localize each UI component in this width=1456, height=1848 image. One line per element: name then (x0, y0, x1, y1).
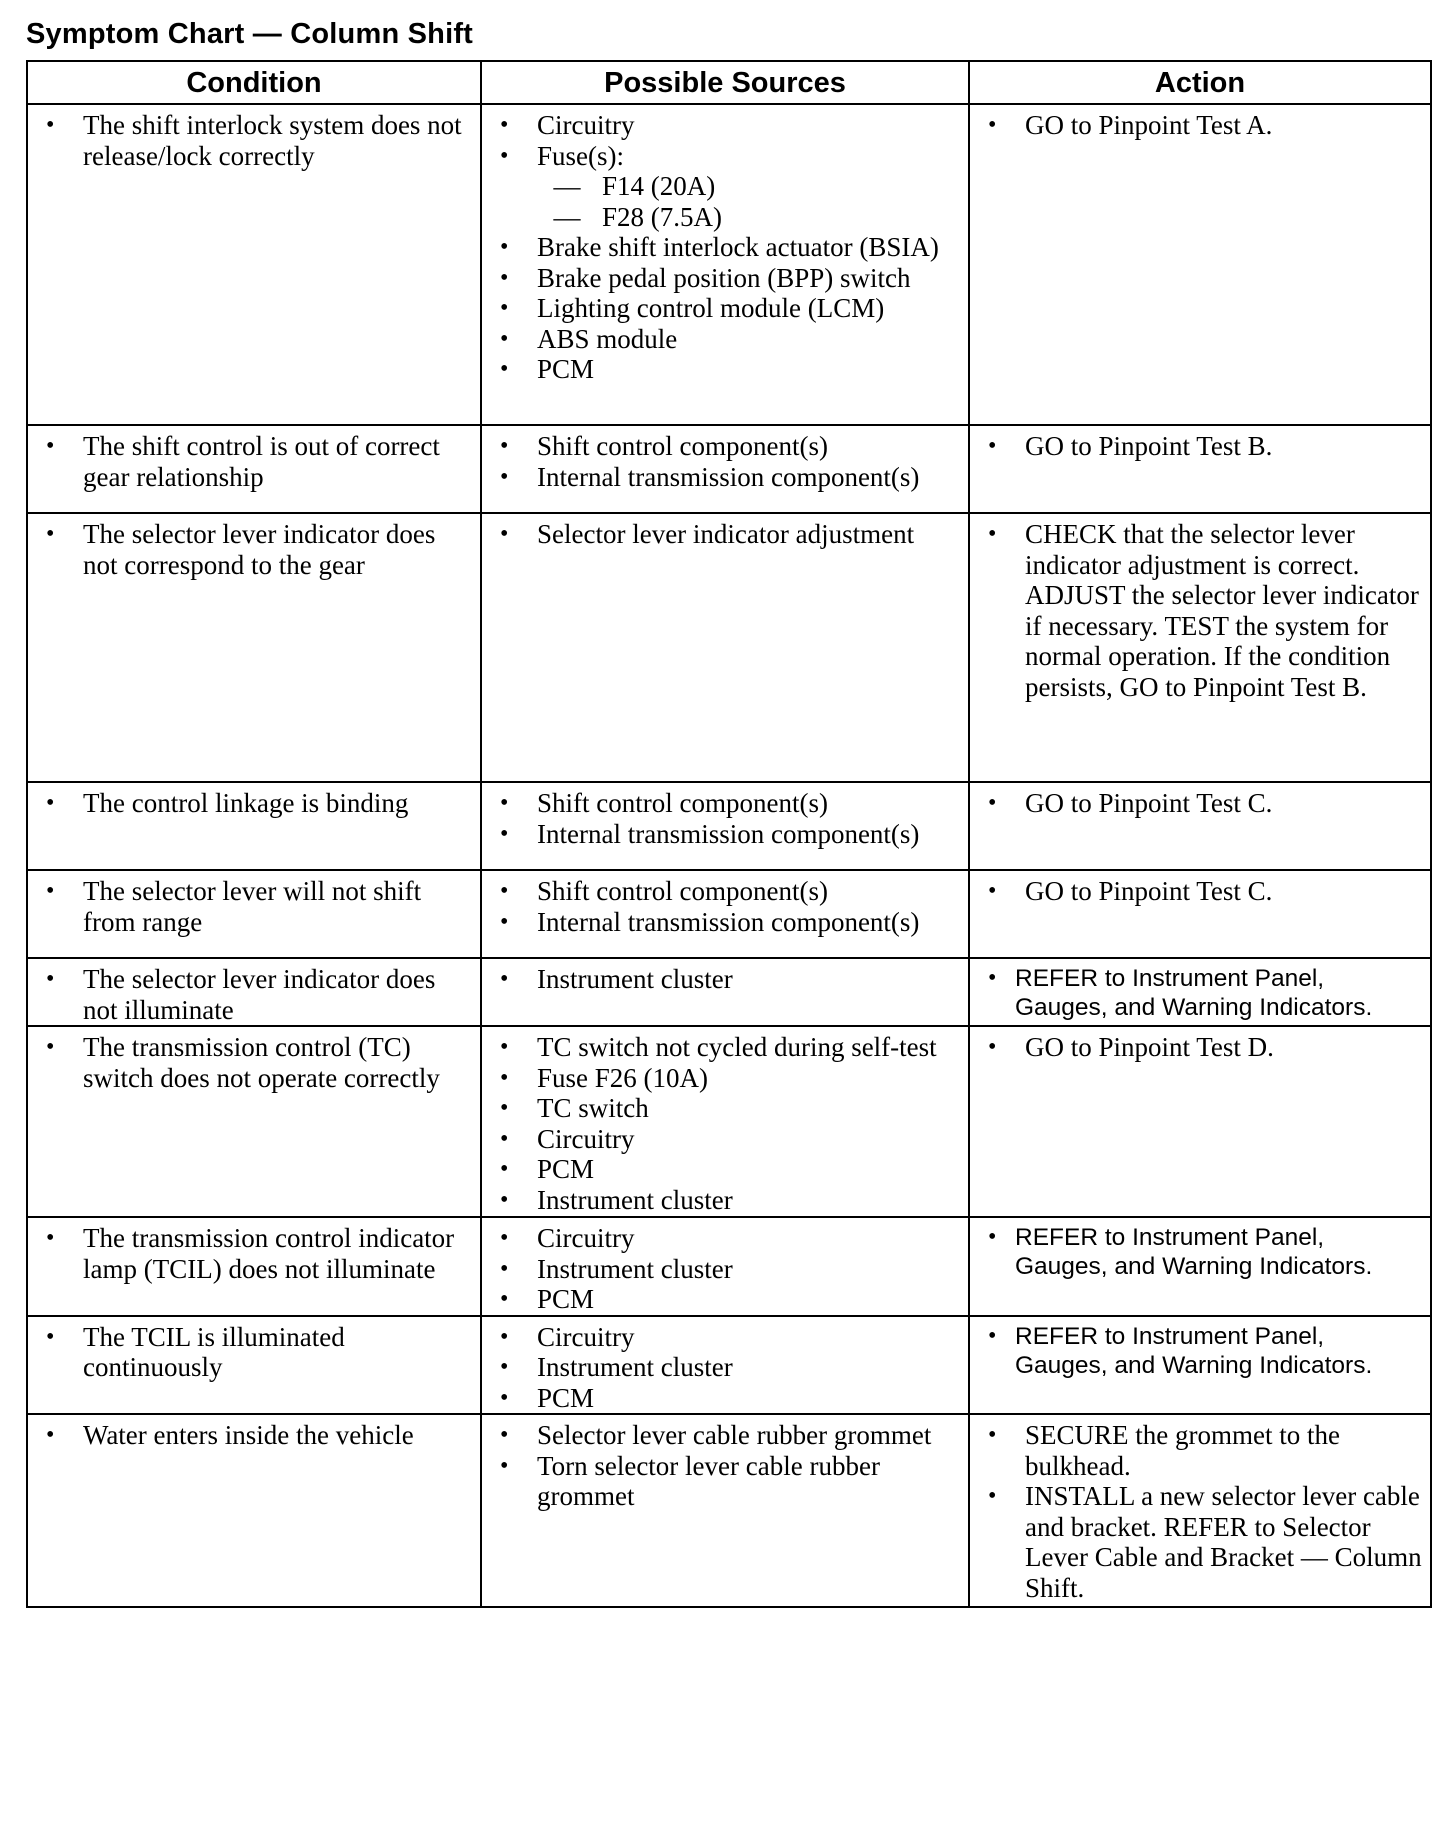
list-item (978, 964, 1422, 1022)
list-item-text: Circuitry (537, 1321, 635, 1352)
header-row (27, 61, 1431, 104)
list-item (490, 1154, 960, 1185)
action-list (978, 431, 1422, 462)
list-item (490, 1352, 960, 1383)
action-list (978, 1223, 1422, 1281)
possible-sources-cell (481, 425, 969, 513)
bullet-icon: • (500, 1286, 509, 1312)
bullet-icon: • (500, 295, 509, 321)
list-item (978, 1032, 1422, 1063)
action-cell (969, 1217, 1431, 1316)
condition-list (36, 876, 472, 937)
condition-list (36, 519, 472, 580)
list-item (490, 1420, 960, 1451)
sub-list-item-text: F14 (20A) (602, 171, 716, 201)
list-item-text: The selector lever indicator does not correspond to the gear (83, 519, 436, 580)
action-list (978, 1032, 1422, 1063)
bullet-icon: • (46, 1034, 55, 1060)
list-item-text: The selector lever indicator does not illuminate (83, 964, 436, 1025)
action-list (978, 1322, 1422, 1380)
list-item-text: Brake shift interlock actuator (BSIA) (537, 232, 939, 262)
list-item (490, 876, 960, 907)
list-item (490, 1322, 960, 1353)
condition-cell (27, 104, 481, 425)
condition-list (36, 1223, 472, 1284)
bullet-icon: • (500, 820, 509, 847)
list-item-text: Internal transmission component(s) (537, 818, 920, 849)
action-cell (969, 425, 1431, 513)
bullet-icon: • (500, 1125, 509, 1152)
bullet-icon: • (500, 1034, 509, 1060)
action-cell (969, 1026, 1431, 1217)
bullet-icon: • (500, 433, 509, 459)
condition-cell (27, 782, 481, 870)
list-item (36, 1420, 472, 1451)
list-item (490, 1124, 960, 1155)
action-list (978, 1420, 1422, 1603)
list-item (490, 232, 960, 263)
sub-list (537, 171, 960, 232)
list-item (490, 324, 960, 355)
possible-sources-cell (481, 958, 969, 1026)
action-cell (969, 782, 1431, 870)
possible-sources-cell (481, 1026, 969, 1217)
list-item-text: The transmission control (TC) switch does not operate correctly (83, 1032, 440, 1093)
bullet-icon: • (988, 1224, 997, 1250)
list-item (978, 1322, 1422, 1380)
table-row (27, 1026, 1431, 1217)
sub-list-item-text: F28 (7.5A) (602, 201, 722, 232)
action-list (978, 788, 1422, 819)
table-row (27, 782, 1431, 870)
condition-cell (27, 1217, 481, 1316)
list-item (490, 1223, 960, 1254)
list-item-text: PCM (537, 354, 595, 384)
bullet-icon: • (500, 1255, 509, 1282)
list-item (36, 1322, 472, 1383)
sources-list (490, 1223, 960, 1315)
list-item-text: TC switch not cycled during self-test (537, 1032, 937, 1062)
bullet-icon: • (988, 521, 997, 547)
action-cell (969, 870, 1431, 958)
list-item-text: Circuitry (537, 110, 635, 140)
sources-list (490, 1032, 960, 1215)
list-item (490, 1284, 960, 1315)
list-item-text: INSTALL a new selector lever cable and bracket. REFER to Selector Lever Cable and Bracket — Column Shift. (1025, 1481, 1422, 1603)
list-item (490, 519, 960, 550)
list-item-text: Brake pedal position (BPP) switch (537, 262, 911, 293)
list-item (36, 431, 472, 492)
bullet-icon: • (988, 790, 997, 816)
condition-cell (27, 1316, 481, 1415)
symptom-chart-table (26, 60, 1432, 1608)
possible-sources-cell (481, 1316, 969, 1415)
bullet-icon: • (46, 521, 55, 547)
condition-list (36, 964, 472, 1025)
sources-list (490, 431, 960, 492)
condition-cell (27, 958, 481, 1026)
bullet-icon: • (500, 1323, 509, 1350)
bullet-icon: • (500, 112, 509, 138)
list-item (490, 788, 960, 819)
list-item (36, 1223, 472, 1284)
list-item-text: Water enters inside the vehicle (83, 1420, 414, 1450)
list-item-text: The transmission control indicator lamp (TCIL) does not illuminate (83, 1223, 455, 1284)
bullet-icon: • (500, 1095, 509, 1121)
list-item (490, 1093, 960, 1124)
possible-sources-cell (481, 782, 969, 870)
header-possible-sources: Possible Sources (481, 61, 969, 104)
condition-cell (27, 513, 481, 782)
list-item-text: Circuitry (537, 1223, 635, 1253)
list-item-text: REFER to Instrument Panel, Gauges, and Warning Indicators. (1015, 1224, 1373, 1280)
list-item (36, 519, 472, 580)
sub-list-item (537, 171, 960, 202)
table-row (27, 1414, 1431, 1607)
list-item-text: Internal transmission component(s) (537, 906, 920, 937)
list-item-text: PCM (537, 1284, 595, 1314)
list-item (490, 1383, 960, 1414)
list-item-text: REFER to Instrument Panel, Gauges, and Warning Indicators. (1015, 965, 1373, 1021)
list-item-text: GO to Pinpoint Test D. (1025, 1032, 1274, 1062)
list-item-text: PCM (537, 1154, 595, 1184)
table-row (27, 513, 1431, 782)
bullet-icon: • (500, 264, 509, 291)
list-item (490, 1032, 960, 1063)
list-item-text: Circuitry (537, 1123, 635, 1154)
header-action: Action (969, 61, 1431, 104)
table-row (27, 958, 1431, 1026)
list-item-text: Instrument cluster (537, 964, 733, 994)
list-item-text: CHECK that the selector lever indicator adjustment is correct. ADJUST the selector lever indicator if necessary. TEST the system for normal operation. If the condition persists, GO to Pinpoint Test B. (1025, 519, 1419, 702)
list-item (36, 110, 472, 171)
list-item-text: GO to Pinpoint Test C. (1025, 788, 1273, 818)
bullet-icon: • (500, 234, 509, 260)
list-item (978, 519, 1422, 702)
sources-list (490, 964, 960, 995)
list-item-text: REFER to Instrument Panel, Gauges, and Warning Indicators. (1015, 1322, 1373, 1379)
list-item (490, 110, 960, 141)
table-row (27, 1316, 1431, 1415)
condition-list (36, 110, 472, 171)
bullet-icon: • (46, 112, 55, 138)
list-item (490, 141, 960, 233)
possible-sources-cell (481, 870, 969, 958)
bullet-icon: • (500, 1384, 509, 1411)
action-cell (969, 1414, 1431, 1607)
bullet-icon: • (988, 1483, 997, 1509)
list-item-text: ABS module (537, 323, 678, 354)
list-item (978, 1223, 1422, 1281)
list-item (490, 1254, 960, 1285)
action-list (978, 964, 1422, 1022)
action-cell (969, 513, 1431, 782)
list-item (978, 788, 1422, 819)
list-item (490, 431, 960, 462)
sources-list (490, 1322, 960, 1414)
list-item-text: PCM (537, 1382, 595, 1413)
bullet-icon: • (46, 1225, 55, 1251)
bullet-icon: • (988, 1422, 997, 1448)
bullet-icon: • (46, 966, 55, 992)
bullet-icon: • (500, 1186, 509, 1213)
bullet-icon: • (46, 790, 55, 816)
dash-icon: — (553, 201, 581, 232)
bullet-icon: • (46, 433, 55, 459)
bullet-icon: • (500, 463, 509, 490)
list-item (490, 1451, 960, 1512)
list-item (978, 1481, 1422, 1603)
list-item-text: Lighting control module (LCM) (537, 293, 885, 323)
sources-list (490, 110, 960, 385)
sources-list (490, 876, 960, 937)
sub-list-item (537, 202, 960, 233)
sources-list (490, 519, 960, 550)
bullet-icon: • (500, 966, 509, 992)
bullet-icon: • (500, 1156, 509, 1182)
bullet-icon: • (500, 1225, 509, 1251)
action-list (978, 519, 1422, 702)
possible-sources-cell (481, 1414, 969, 1607)
bullet-icon: • (500, 325, 509, 352)
action-list (978, 876, 1422, 907)
bullet-icon: • (988, 1034, 997, 1060)
list-item-text: The shift control is out of correct gear relationship (83, 431, 440, 492)
sources-list (490, 1420, 960, 1512)
list-item (978, 1420, 1422, 1481)
list-item-text: Shift control component(s) (537, 876, 828, 906)
bullet-icon: • (500, 1422, 509, 1448)
list-item (490, 819, 960, 850)
header-condition: Condition (27, 61, 481, 104)
list-item (490, 354, 960, 385)
action-list (978, 110, 1422, 141)
bullet-icon: • (500, 1452, 509, 1479)
list-item-text: Instrument cluster (537, 1253, 733, 1284)
list-item-text: TC switch (537, 1093, 649, 1123)
condition-cell (27, 1026, 481, 1217)
list-item-text: The TCIL is illuminated continuously (83, 1321, 345, 1382)
list-item-text: GO to Pinpoint Test C. (1025, 876, 1273, 906)
list-item-text: Shift control component(s) (537, 431, 828, 461)
bullet-icon: • (988, 433, 997, 459)
list-item (36, 1032, 472, 1093)
list-item (36, 876, 472, 937)
bullet-icon: • (500, 878, 509, 904)
list-item (490, 907, 960, 938)
possible-sources-cell (481, 513, 969, 782)
condition-cell (27, 1414, 481, 1607)
list-item-text: SECURE the grommet to the bulkhead. (1025, 1420, 1340, 1481)
action-cell (969, 104, 1431, 425)
condition-cell (27, 870, 481, 958)
bullet-icon: • (500, 1354, 509, 1380)
list-item (978, 110, 1422, 141)
list-item (490, 964, 960, 995)
list-item (490, 293, 960, 324)
list-item-text: Instrument cluster (537, 1352, 733, 1382)
list-item-text: Selector lever indicator adjustment (537, 519, 915, 549)
bullet-icon: • (500, 521, 509, 547)
list-item (490, 263, 960, 294)
list-item-text: GO to Pinpoint Test A. (1025, 110, 1273, 140)
table-row (27, 870, 1431, 958)
bullet-icon: • (46, 1323, 55, 1350)
list-item-text: The control linkage is binding (83, 788, 409, 818)
list-item-text: GO to Pinpoint Test B. (1025, 431, 1273, 461)
bullet-icon: • (46, 878, 55, 904)
list-item-text: Fuse F26 (10A) (537, 1062, 709, 1093)
sources-list (490, 788, 960, 849)
condition-list (36, 788, 472, 819)
bullet-icon: • (988, 1322, 997, 1349)
list-item-text: Torn selector lever cable rubber grommet (537, 1450, 880, 1511)
list-item-text: Fuse(s): (537, 140, 624, 171)
action-cell (969, 958, 1431, 1026)
list-item (978, 431, 1422, 462)
condition-cell (27, 425, 481, 513)
possible-sources-cell (481, 1217, 969, 1316)
condition-list (36, 1032, 472, 1093)
dash-icon: — (553, 171, 581, 201)
table-row (27, 1217, 1431, 1316)
possible-sources-cell (481, 104, 969, 425)
page-title: Symptom Chart — Column Shift (26, 18, 474, 50)
condition-list (36, 1420, 472, 1451)
list-item (490, 1063, 960, 1094)
bullet-icon: • (500, 1064, 509, 1091)
bullet-icon: • (500, 142, 509, 169)
table-row (27, 425, 1431, 513)
list-item-text: The shift interlock system does not release/lock correctly (83, 110, 462, 171)
list-item-text: Internal transmission component(s) (537, 461, 920, 492)
list-item-text: Selector lever cable rubber grommet (537, 1420, 932, 1450)
table-row (27, 104, 1431, 425)
condition-list (36, 1322, 472, 1383)
list-item (490, 462, 960, 493)
list-item-text: Shift control component(s) (537, 788, 828, 818)
list-item-text: The selector lever will not shift from range (83, 876, 422, 937)
action-cell (969, 1316, 1431, 1415)
list-item-text: Instrument cluster (537, 1184, 733, 1215)
list-item (36, 788, 472, 819)
list-item (490, 1185, 960, 1216)
bullet-icon: • (988, 965, 997, 991)
condition-list (36, 431, 472, 492)
list-item (978, 876, 1422, 907)
bullet-icon: • (988, 878, 997, 904)
bullet-icon: • (500, 790, 509, 816)
bullet-icon: • (500, 356, 509, 382)
bullet-icon: • (500, 908, 509, 935)
bullet-icon: • (46, 1422, 55, 1448)
list-item (36, 964, 472, 1025)
bullet-icon: • (988, 112, 997, 138)
